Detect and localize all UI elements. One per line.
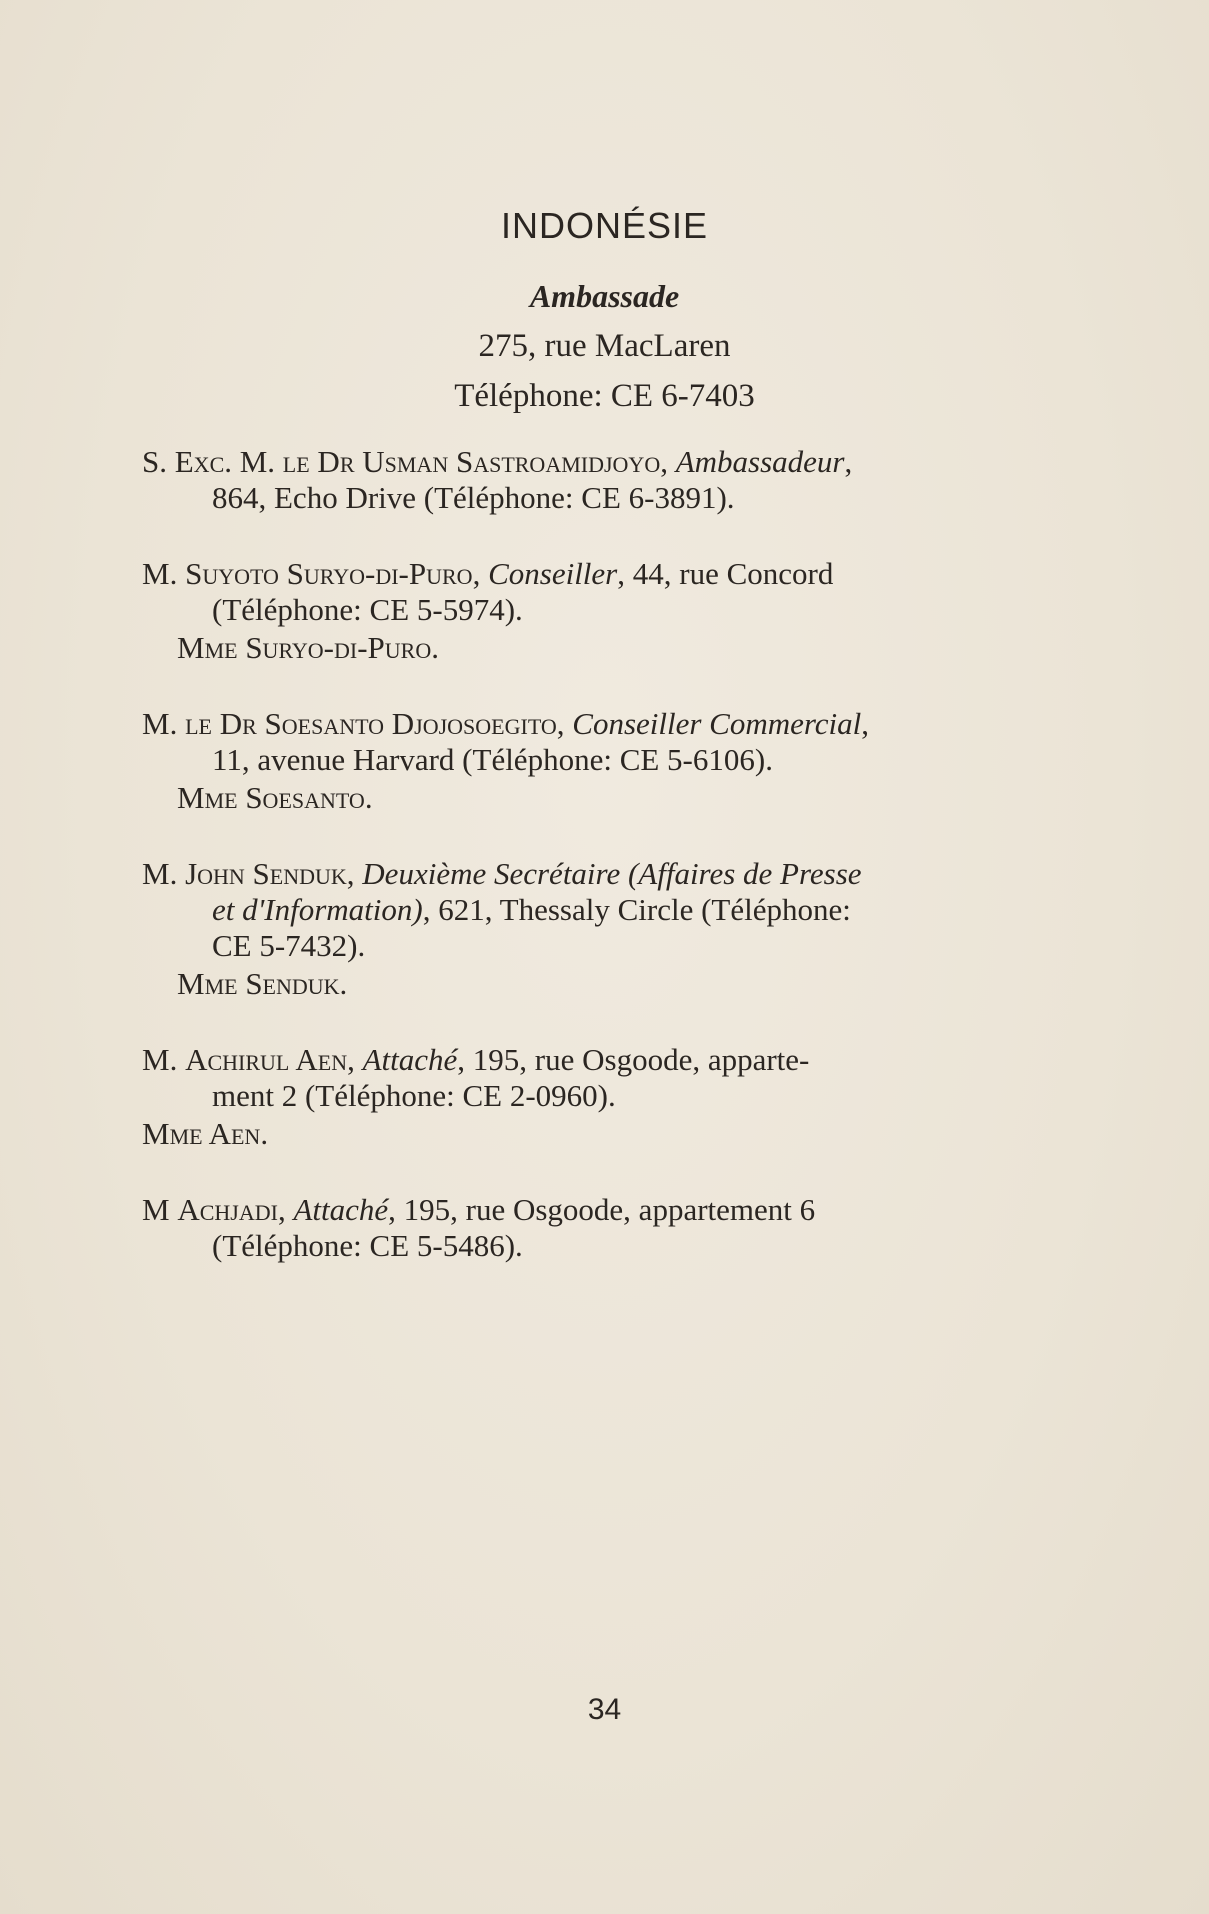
page-number: 34	[587, 1693, 622, 1726]
entry-line-tail: , 44, rue Concord	[617, 556, 834, 591]
entry-continuation: ment 2 (Téléphone: CE 2-0960).	[212, 1078, 616, 1113]
entry-continuation-2: CE 5-7432).	[212, 928, 366, 963]
staff-entry	[142, 444, 1052, 516]
entry-first-line: M. Suyoto Suryo-di-Puro, Conseiller, 44, rue Concord	[142, 556, 834, 591]
entry-continuation: 864, Echo Drive (Téléphone: CE 6-3891).	[212, 480, 735, 515]
entry-line-tail: , 195, rue Osgoode, appartement 6	[388, 1192, 816, 1227]
entry-name: Suyoto Suryo-di-Puro	[185, 556, 473, 591]
entry-role: Conseiller Commercial	[572, 706, 862, 741]
entry-first-line: M Achjadi, Attaché, 195, rue Osgoode, appartement 6	[142, 1192, 816, 1227]
entry-line-tail: ,	[844, 444, 853, 479]
entry-prefix: S. Exc. M. le Dr	[142, 444, 355, 479]
entry-first-line: S. Exc. M. le Dr Usman Sastroamidjoyo, Ambassadeur,	[142, 444, 853, 479]
entry-name: John Senduk	[185, 856, 347, 891]
entry-prefix: M. le Dr	[142, 706, 257, 741]
entry-first-line: M. Achirul Aen, Attaché, 195, rue Osgoode, apparte-	[142, 1042, 810, 1077]
entry-name: Soesanto Djojosoegito	[264, 706, 557, 741]
entry-role: Attaché	[362, 1042, 458, 1077]
entry-role: Conseiller	[488, 556, 618, 591]
entry-spouse: Mme Aen.	[142, 1116, 269, 1151]
office-address: 275, rue MacLaren	[478, 328, 731, 364]
entry-continuation-text: , 621, Thessaly Circle (Téléphone:	[422, 892, 851, 927]
entry-spouse: Mme Suryo-di-Puro.	[177, 630, 439, 665]
staff-entry	[142, 1192, 1052, 1264]
office-phone: Téléphone: CE 6-7403	[454, 378, 755, 414]
entry-role-continued: et d'Information)	[212, 892, 423, 927]
country-heading: INDONÉSIE	[500, 205, 709, 246]
entry-continuation: 11, avenue Harvard (Téléphone: CE 5-6106).	[212, 742, 773, 777]
staff-entry	[142, 856, 1052, 1002]
staff-entry	[142, 706, 1052, 816]
entry-first-line: M. John Senduk, Deuxième Secrétaire (Affaires de Presse	[142, 856, 862, 891]
entry-role: Deuxième Secrétaire (Affaires de Presse	[362, 856, 862, 891]
entry-prefix: M	[142, 1192, 170, 1227]
entry-first-line: M. le Dr Soesanto Djojosoegito, Conseiller Commercial,	[142, 706, 870, 741]
entry-role: Attaché	[293, 1192, 389, 1227]
staff-list	[142, 444, 1052, 1304]
office-heading: Ambassade	[529, 278, 680, 314]
staff-entry	[142, 556, 1052, 666]
entry-name: Achirul Aen	[185, 1042, 348, 1077]
entry-name: Usman Sastroamidjoyo	[362, 444, 661, 479]
entry-continuation: (Téléphone: CE 5-5486).	[212, 1228, 523, 1263]
entry-prefix: M.	[142, 556, 178, 591]
entry-prefix: M.	[142, 1042, 178, 1077]
entry-continuation	[142, 892, 1052, 928]
entry-continuation: (Téléphone: CE 5-5974).	[212, 592, 523, 627]
entry-name: Achjadi	[177, 1192, 278, 1227]
entry-prefix: M.	[142, 856, 178, 891]
staff-entry	[142, 1042, 1052, 1152]
entry-spouse: Mme Soesanto.	[177, 780, 373, 815]
entry-line-tail: ,	[861, 706, 870, 741]
entry-spouse: Mme Senduk.	[177, 966, 348, 1001]
entry-line-tail: , 195, rue Osgoode, apparte-	[457, 1042, 810, 1077]
entry-role: Ambassadeur	[675, 444, 845, 479]
